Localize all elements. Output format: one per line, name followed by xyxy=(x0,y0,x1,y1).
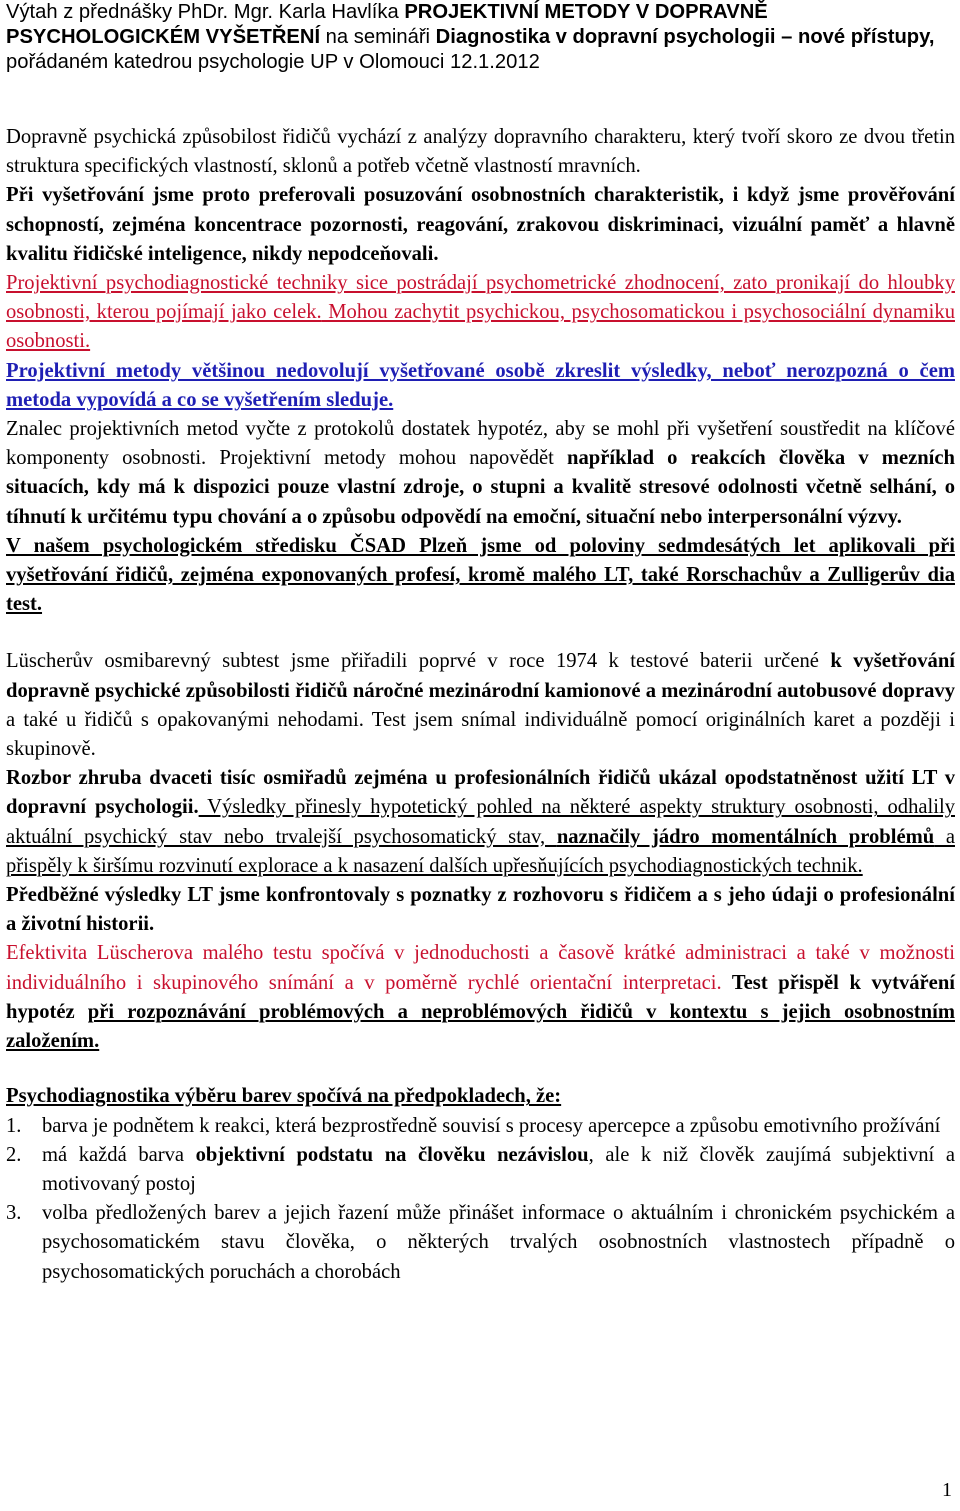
lecture-title: PROJEKTIVNÍ METODY V DOPRAVNĚ PSYCHOLOGICKÉM VYŠETŘENÍ xyxy=(6,1,768,48)
page-number: 1 xyxy=(942,1479,952,1501)
list-heading: Psychodiagnostika výběru barev spočívá na předpokladech, že: xyxy=(6,1085,562,1108)
paragraph-7-c: a také u řidičů s opakovanými nehodami. Test jsem snímal individuálně pomocí originálních karet a později i skupinově. xyxy=(6,708,955,761)
paragraph-5 xyxy=(6,415,955,532)
paragraph-10-c: při rozpoznávání problémových a neproblémových řidičů v kontextu s jejich osobnostním založením. xyxy=(6,1000,955,1053)
paragraph-3-b: Mohou zachytit psychickou, psychosomatickou i psychosociální dynamiku osobnosti. xyxy=(6,301,955,353)
list-number: 2. xyxy=(6,1143,22,1166)
paragraph-1: Dopravně psychická způsobilost řidičů vychází z analýzy dopravního charakteru, který tvoří skoro ze dvou třetin struktura specifických vlastností, sklonů a potřeb včetně vlastností mravních. xyxy=(6,126,955,178)
header-prefix: Výtah z přednášky PhDr. Mgr. Karla Havlíka xyxy=(6,1,405,23)
list-item-bold: objektivní podstatu na člověku nezávislou xyxy=(195,1143,589,1166)
list-item-text: volba předložených barev a jejich řazení může přinášet informace o aktuálním i chronickém psychickém a psychosomatickém stavu člověka, o některých trvalých osobnostních vlastnostech případně o psychosomatických poruchách a chorobách xyxy=(42,1202,955,1283)
header-mid: na semináři xyxy=(320,26,436,48)
paragraph-2: Při vyšetřování jsme proto preferovali posuzování osobnostních charakteristik, i když jsme prověřování schopností, zejména koncentrace pozornosti, reagování, zrakovou diskriminaci, vizuální paměť a hlavně kvalitu řidičské inteligence, nikdy nepodceňovali. xyxy=(6,184,955,265)
paragraph-5-a: Znalec projektivních metod vyčte z protokolů dostatek hypotéz, aby se mohl při vyšetření soustředit na klíčové komponenty osobnosti. Projektivní metody mohou napovědět xyxy=(6,418,955,470)
list-item xyxy=(6,1199,955,1287)
paragraph-3 xyxy=(6,269,955,357)
paragraph-4: Projektivní metody většinou nedovolují vyšetřované osobě zkreslit výsledky, neboť nerozpozná o čem metoda vypovídá a co se vyšetřením sleduje. xyxy=(6,359,955,411)
paragraph-10-a: Efektivita Lüscherova malého testu spočívá v jednoduchosti a časově krátké administraci a také v možnosti individuálního i skupinového snímání a v poměrně rychlé orientační interpretaci. xyxy=(6,942,955,994)
paragraph-6: V našem psychologickém středisku ČSAD Plzeň jsme od poloviny sedmdesátých let aplikovali při vyšetřování řidičů, zejména exponovaných profesí, kromě malého LT, také Rorschachův a Zulligerův dia test. xyxy=(6,534,955,616)
paragraph-8 xyxy=(6,764,955,881)
header xyxy=(6,0,955,75)
list-item xyxy=(6,1112,955,1141)
paragraph-3-a: Projektivní psychodiagnostické techniky sice postrádají psychometrické zhodnocení, zato pronikají do hloubky osobnosti, kterou pojímají jako celek. xyxy=(6,272,955,324)
list-number: 1. xyxy=(6,1114,22,1137)
paragraph-7-b: k vyšetřování dopravně psychické způsobilosti řidičů náročné mezinárodní kamionové a mezinárodní autobusové dopravy xyxy=(6,650,955,702)
paragraph-8-a: Rozbor zhruba dvaceti tisíc osmiřadů zejména u profesionálních řidičů ukázal opodstatněnost užití LT v dopravní psychologii. xyxy=(6,767,955,819)
paragraph-5-b: například o reakcích člověka v mezních situacích, kdy má k dispozici pouze vlastní zdroje, o stupni a kvalitě stresové odolnosti včetně selhání, o tíhnutí k určitému typu chování a o způsobu odpovědí na emoční, situační nebo interpersonální výzvy. xyxy=(6,447,955,528)
paragraph-7-a: Lüscherův osmibarevný subtest jsme přiřadili poprvé v roce 1974 k testové baterii určené xyxy=(6,650,831,673)
paragraph-10-b: Test přispěl k vytváření hypotéz xyxy=(6,971,955,1023)
list-item-tail: , ale k niž člověk zaujímá subjektivní a motivovaný postoj xyxy=(42,1143,955,1195)
header-suffix: pořádaném katedrou psychologie UP v Olomouci 12.1.2012 xyxy=(6,51,540,73)
list-item xyxy=(6,1141,955,1199)
list-item-text: barva je podnětem k reakci, která bezprostředně souvisí s procesy apercepce a způsobu emotivního prožívání xyxy=(42,1114,941,1137)
paragraph-10 xyxy=(6,939,955,1056)
list-number: 3. xyxy=(6,1202,22,1225)
paragraph-8-d: a přispěly k širšímu rozvinutí explorace a k nasazení dalších upřesňujících psychodiagnostických technik. xyxy=(6,825,955,877)
list-item-text: má každá barva xyxy=(42,1143,196,1166)
paragraph-8-c: naznačily jádro momentálních problémů xyxy=(556,825,935,848)
assumptions-list xyxy=(6,1112,955,1287)
paragraph-8-b: Výsledky přinesly hypotetický pohled na některé aspekty struktury osobnosti, odhalily aktuální psychický stav nebo trvalejší psychosomatický stav, xyxy=(6,796,955,848)
paragraph-9: Předběžné výsledky LT jsme konfrontovaly s poznatky z rozhovoru s řidičem a s jeho údaji o profesionální a životní historii. xyxy=(6,884,955,936)
seminar-title: Diagnostika v dopravní psychologii – nové přístupy, xyxy=(435,26,935,48)
paragraph-7 xyxy=(6,647,955,764)
